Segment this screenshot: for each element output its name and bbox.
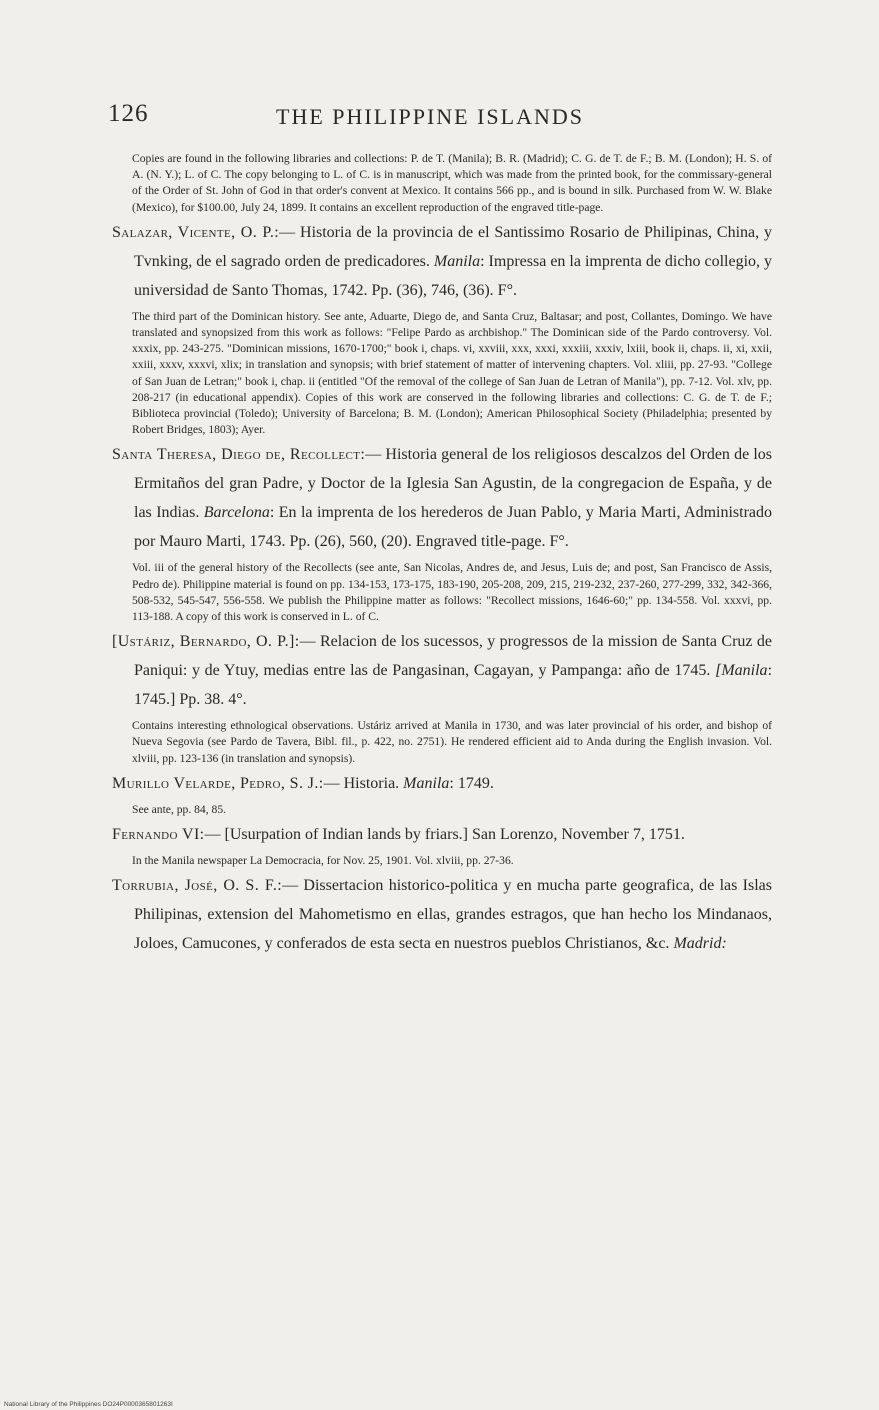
entry-note: The third part of the Dominican history. See ante, Aduarte, Diego de, and Santa Cruz, Baltasar; and post, Collantes, Domingo. We have translated and synopsized from this work as follows: "Felipe Pardo as archbishop." The Dominican side of the Pardo controversy. Vol. xxxix, pp. 243-275. "Dominican missions, 1670-1700;" book i, chaps. vi, xxviii, xxx, xxxi, xxxiii, xxxiv, lxiii, book ii, chaps. ii, xi, xxii, xxiii, xxxv, xxxvi, xlix; in translation and synopsis; with brief statement of matter of intervening chapters. Vol. xliii, pp. 27-93. "College of San Juan de Letran;" book i, chap. ii (entitled "Of the removal of the college of San Juan de Letran of Manila"), pp. 7-12. Vol. xlv, pp. 208-217 (in educational appendix). Copies of this work are conserved in the following libraries and collections: C. G. de T. de F.; Biblioteca provincial (Toledo); University of Barcelona; B. M. (London); American Philosophical Society (Philadelphia; presented by Robert Bridges, 1803); Ayer. <box>132 309 772 437</box>
entry-place: Barcelona <box>203 504 270 522</box>
entry-title: — Relacion de los sucessos, y progressos de la mission de Santa Cruz de Paniqui: y de Ytuy, medias entre las de Pangasinan, Cagayan, y Pampanga: año de 1745. <box>134 633 772 680</box>
entry-place: [Manila <box>715 662 768 680</box>
entry-place: Manila <box>403 774 450 792</box>
page-number: 126 <box>108 100 149 127</box>
entry-title: — Historia general de los religiosos descalzos del Orden de los Ermitaños del gran Padre, y Doctor de la Iglesia San Agustin, de la congregacion de España, y de las Indias. <box>134 446 772 522</box>
entry-author: Murillo Velarde, Pedro, S. J.: <box>112 774 324 792</box>
entry-note: In the Manila newspaper La Democracia, for Nov. 25, 1901. Vol. xlviii, pp. 27-36. <box>132 854 514 868</box>
entry-citation <box>112 218 772 305</box>
entry-citation <box>112 627 772 714</box>
scan-footer: National Library of the Philippines DO24P0000365801263I <box>4 1401 173 1408</box>
running-title: THE PHILIPPINE ISLANDS <box>276 104 584 129</box>
bibliography-body <box>112 151 772 962</box>
entry-imprint: : Impressa en la imprenta de dicho collegio, y universidad de Santo Thomas, 1742. Pp. (36), 746, (36). F°. <box>134 252 773 299</box>
entry-note: See ante, pp. 84, 85. <box>132 802 227 816</box>
entry-citation <box>112 871 772 958</box>
entry-citation <box>112 769 772 798</box>
entry-note: Contains interesting ethnological observations. Ustáriz arrived at Manila in 1730, and was later provincial of his order, and bishop of Nueva Segovia (see Pardo de Tavera, Bibl. fil., p. 422, no. 2751). He rendered efficient aid to Anda during the English invasion. Vol. xlviii, pp. 123-136 (in translation and synopsis). <box>132 719 772 765</box>
entry-santa-theresa <box>112 440 772 625</box>
entry-place: Madrid: <box>673 935 727 953</box>
entry-title: — Historia de la provincia de el Santissimo Rosario de Philipinas, China, y Tvnking, de el sagrado orden de predicadores. <box>134 223 772 270</box>
entry-citation <box>112 440 772 556</box>
page-header <box>108 100 808 140</box>
top-note: Copies are found in the following libraries and collections: P. de T. (Manila); B. R. (Madrid); C. G. de T. de F.; B. M. (London); H. S. of A. (N. Y.); L. of C. The copy belonging to L. of C. is in manuscript, which was made from the printed book, for the commissary-general of the Order of St. John of God in that order's convent at Mexico. It contains 566 pp., and is bound in silk. Purchased from W. W. Blake (Mexico), for $100.00, July 24, 1899. It contains an excellent reproduction of the engraved title-page. <box>132 152 772 214</box>
entry-note: Vol. iii of the general history of the Recollects (see ante, San Nicolas, Andres de, and Jesus, Luis de; and post, San Francisco de Assis, Pedro de). Philippine material is found on pp. 134-153, 173-175, 183-190, 205-208, 209, 215, 219-232, 237-260, 277-299, 332, 342-366, 508-532, 545-547, 556-558. We publish the Philippine matter as follows: "Recollect missions, 1646-60;" pp. 134-558. Vol. xxxvi, pp. 113-188. A copy of this work is conserved in L. of C. <box>132 561 772 624</box>
entry-title: — Dissertacion historico-politica y en mucha parte geografica, de las Islas Philipinas, extension del Mahometismo en ellas, grandes estragos, que han hecho los Mindanaos, Joloes, Camucones, y conferados de esta secta en nuestros pueblos Christianos, &c. <box>134 877 773 953</box>
entry-place: Manila <box>433 252 481 270</box>
entry-author: Santa Theresa, Diego de, Recollect: <box>112 446 366 464</box>
entry-imprint: : En la imprenta de los herederos de Juan Pablo, y Maria Marti, Administrado por Mauro Marti, 1743. Pp. (26), 560, (20). Engraved title-page. F°. <box>134 504 773 551</box>
entry-murillo-velarde <box>112 769 772 818</box>
entry-fernando-vi <box>112 820 772 869</box>
entry-author: [Ustáriz, Bernardo, O. P.]: <box>112 633 300 651</box>
entry-title: — Historia. <box>323 774 400 792</box>
entry-title: — [Usurpation of Indian lands by friars.] San Lorenzo, November 7, 1751. <box>204 826 685 844</box>
entry-author: Salazar, Vicente, O. P.: <box>112 223 280 241</box>
entry-imprint: : 1745.] Pp. 38. 4°. <box>134 662 773 709</box>
entry-ustariz <box>112 627 772 767</box>
entry-torrubia <box>112 871 772 958</box>
entry-author: Torrubia, José, O. S. F.: <box>112 877 283 895</box>
entry-citation <box>112 820 772 849</box>
entry-imprint: : 1749. <box>449 774 494 792</box>
entry-author: Fernando VI: <box>112 826 205 844</box>
entry-salazar <box>112 218 772 439</box>
